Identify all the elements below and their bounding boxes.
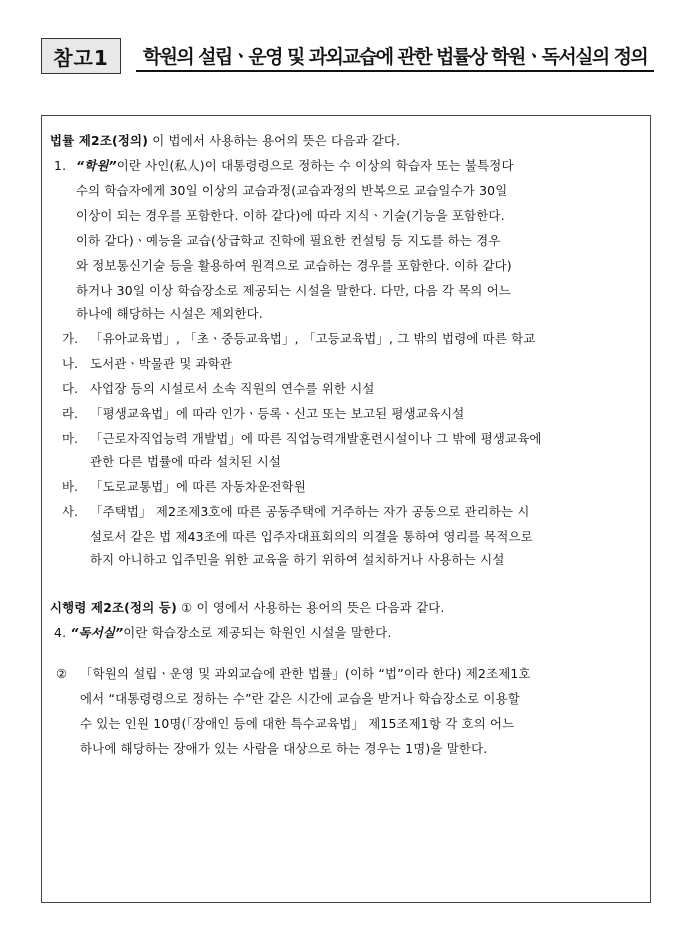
para2-mark: ② — [56, 666, 68, 681]
subitem-sa-line-1: 「주택법」 제2조제3호에 따른 공동주택에 거주하는 자가 공동으로 관리하는 시 — [90, 504, 530, 519]
item1-line-5: 와 정보통신기술 등을 활용하여 원격으로 교습하는 경우를 포함한다. 이하 같다) — [76, 258, 512, 273]
law-heading-line — [50, 133, 400, 149]
item1-line-3: 이상이 되는 경우를 포함한다. 이하 같다)에 따라 지식ㆍ기술(기능을 포함한다. — [76, 208, 505, 223]
item1-line-1-text: 이란 사인(私人)이 대통령령으로 정하는 수 이상의 학습자 또는 불특정다 — [116, 158, 514, 173]
item1-number: 1. — [54, 158, 67, 173]
item1-line-1 — [76, 158, 642, 174]
decree-heading-line — [50, 600, 445, 616]
subitem-mark: 라. — [62, 406, 79, 421]
para2-line-1: 「학원의 설립ㆍ운영 및 과외교습에 관한 법률」(이하 “법”이라 한다) 제2조제1호 — [80, 666, 531, 681]
item4-number: 4. — [54, 625, 67, 640]
decree-intro: ① 이 영에서 사용하는 용어의 뜻은 다음과 같다. — [176, 600, 445, 615]
item1-line-6: 하거나 30일 이상 학습장소로 제공되는 시설을 말한다. 다만, 다음 각 목의 어느 — [76, 283, 512, 298]
subitem-na: 도서관ㆍ박물관 및 과학관 — [90, 356, 233, 371]
item1-line-2: 수의 학습자에게 30일 이상의 교습과정(교습과정의 반복으로 교습일수가 30일 — [76, 183, 508, 198]
subitem-ga: 「유아교육법」, 「초ㆍ중등교육법」, 「고등교육법」, 그 밖의 법령에 따른 학교 — [90, 331, 536, 346]
subitem-mark: 다. — [62, 381, 79, 396]
subitem-ra: 「평생교육법」에 따라 인가ㆍ등록ㆍ신고 또는 보고된 평생교육시설 — [90, 406, 465, 421]
item1-line-7: 하나에 해당하는 시설은 제외한다. — [76, 306, 263, 321]
subitem-mark: 가. — [62, 331, 79, 346]
law-heading: 법률 제2조(정의) — [50, 133, 149, 148]
term-hagwon: “학원” — [76, 158, 117, 173]
law-intro: 이 법에서 사용하는 용어의 뜻은 다음과 같다. — [148, 133, 401, 148]
subitem-mark: 마. — [62, 431, 79, 446]
subitem-sa-line-2: 설로서 같은 법 제43조에 따른 입주자대표회의의 의결을 통하여 영리를 목적으로 — [90, 529, 533, 544]
subitem-sa-line-3: 하지 아니하고 입주민을 위한 교육을 하기 위하여 설치하거나 사용하는 시설 — [90, 552, 505, 567]
item4-text: 이란 학습장소로 제공되는 학원인 시설을 말한다. — [123, 625, 392, 640]
subitem-ba: 「도로교통법」에 따른 자동차운전학원 — [90, 479, 306, 494]
subitem-mark: 바. — [62, 479, 79, 494]
item1-line-4: 이하 같다)ㆍ예능을 교습(상급학교 진학에 필요한 컨설팅 등 지도를 하는 경우 — [76, 233, 501, 248]
para2-line-3: 수 있는 인원 10명(「장애인 등에 대한 특수교육법」 제15조제1항 각 호의 어느 — [80, 716, 515, 731]
title-underline — [136, 70, 654, 72]
page-title: 학원의 설립ㆍ운영 및 과외교습에 관한 법률상 학원ㆍ독서실의 정의 — [142, 46, 648, 68]
subitem-da: 사업장 등의 시설로서 소속 직원의 연수를 위한 시설 — [90, 381, 375, 396]
reference-tag: 참고1 — [41, 38, 121, 74]
decree-heading: 시행령 제2조(정의 등) — [50, 600, 177, 615]
subitem-ma-line-1: 「근로자직업능력 개발법」에 따른 직업능력개발훈련시설이나 그 밖에 평생교육에 — [90, 431, 542, 446]
para2-line-4: 하나에 해당하는 장애가 있는 사람을 대상으로 하는 경우는 1명)을 말한다. — [80, 741, 488, 756]
decree-item4 — [54, 625, 391, 641]
subitem-mark: 나. — [62, 356, 79, 371]
para2-line-2: 에서 “대통령령으로 정하는 수”란 같은 시간에 교습을 받거나 학습장소로 이용할 — [80, 691, 520, 706]
subitem-ma-line-2: 관한 다른 법률에 따라 설치된 시설 — [90, 454, 282, 469]
term-dokseosil: “독서실” — [70, 625, 124, 640]
subitem-mark: 사. — [62, 504, 79, 519]
